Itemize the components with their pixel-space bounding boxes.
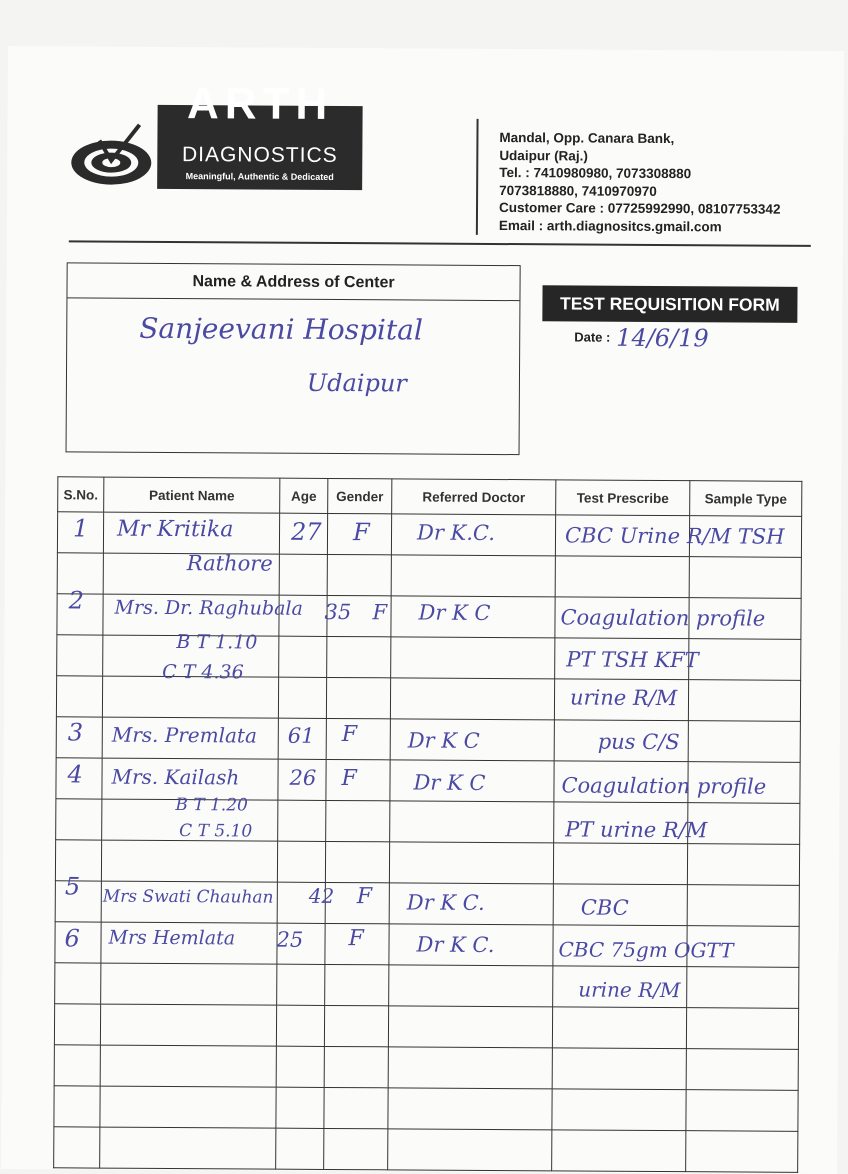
entry-sno: 2	[68, 586, 84, 615]
entry-test: CBC 75gm OGTT	[558, 937, 734, 963]
entry-patient-name-line2: B T 1.10	[176, 631, 258, 654]
table-row	[55, 963, 799, 1009]
contact-line: Udaipur (Raj.)	[499, 147, 588, 164]
entry-patient-name-line3: C T 5.10	[179, 821, 253, 842]
entry-doctor: Dr K C	[418, 600, 491, 625]
brand-name: DIAGNOSTICS	[181, 143, 338, 168]
entry-test: pus C/S	[597, 729, 680, 755]
col-gender: Gender	[328, 478, 392, 513]
contact-line: Tel. : 7410980980, 7073308880	[499, 165, 692, 182]
contact-line: Mandal, Opp. Canara Bank,	[499, 130, 675, 147]
entry-gender: F	[352, 518, 370, 547]
contact-block	[499, 129, 781, 236]
entry-test: Coagulation profile	[560, 605, 766, 631]
entry-test: PT TSH KFT	[566, 647, 699, 673]
entry-test: urine R/M	[578, 977, 681, 1003]
entry-age: 35	[324, 599, 352, 625]
header-rule	[69, 240, 811, 247]
center-heading: Name & Address of Center	[67, 263, 519, 301]
entry-gender: F	[341, 766, 357, 792]
entry-sno: 4	[67, 760, 83, 789]
entry-gender: F	[356, 884, 373, 910]
entry-sno: 1	[72, 514, 89, 543]
entry-doctor: Dr K C.	[406, 890, 485, 915]
entry-sno: 6	[64, 924, 80, 953]
table-row	[54, 1127, 798, 1173]
brand-top: ARTH	[186, 79, 334, 129]
col-referred-doctor: Referred Doctor	[392, 479, 556, 515]
entry-age: 61	[287, 723, 315, 748]
entry-test: PT urine R/M	[565, 817, 708, 843]
contact-line: 7073818880, 7410970970	[499, 182, 657, 199]
table-row	[55, 840, 799, 886]
entry-patient-name-line2: Rathore	[186, 551, 273, 576]
col-test-prescribe: Test Prescribe	[556, 480, 690, 516]
table-row	[54, 1045, 798, 1091]
entry-sno: 5	[64, 872, 81, 901]
table-header-row	[58, 477, 802, 517]
entry-age: 26	[289, 765, 317, 790]
entry-age: 42	[308, 883, 335, 909]
center-box	[66, 262, 521, 455]
entry-patient-name: Mrs. Premlata	[111, 722, 257, 748]
entry-patient-name: Mr Kritika	[116, 516, 234, 543]
entry-gender: F	[348, 926, 364, 952]
entry-age: 27	[290, 517, 322, 546]
form-title: TEST REQUISITION FORM	[542, 285, 797, 323]
col-patient-name: Patient Name	[104, 477, 280, 513]
requisition-form	[1, 46, 844, 1174]
brand-tagline: Meaningful, Authentic & Dedicated	[185, 171, 334, 182]
col-sno: S.No.	[58, 477, 104, 512]
table-row	[54, 1086, 798, 1132]
contact-line: Email : arth.diagnositcs.gmail.com	[498, 217, 722, 234]
date-value: 14/6/19	[616, 323, 709, 353]
header-divider	[476, 119, 479, 235]
entry-test: urine R/M	[569, 685, 678, 711]
entry-doctor: Dr K C	[413, 770, 486, 795]
entry-patient-name: Mrs. Dr. Raghubala	[114, 596, 303, 620]
entry-gender: F	[372, 600, 388, 625]
entry-patient-name: Mrs. Kailash	[111, 764, 240, 790]
entry-doctor: Dr K.C.	[416, 520, 496, 545]
entry-test: CBC	[580, 895, 629, 920]
entry-doctor: Dr K C.	[416, 932, 495, 957]
contact-line: Customer Care : 07725992990, 08107753342	[498, 200, 781, 217]
entry-patient-name-line2: B T 1.20	[175, 795, 248, 816]
target-check-icon	[69, 126, 153, 187]
brand-logo	[157, 79, 363, 190]
entry-gender: F	[341, 722, 358, 748]
center-name: Sanjeevani Hospital	[139, 311, 423, 347]
table-row	[57, 553, 801, 599]
col-age: Age	[280, 478, 328, 513]
entry-doctor: Dr K C	[407, 728, 480, 753]
table-row	[54, 1004, 798, 1050]
entry-patient-name: Mrs Hemlata	[108, 926, 236, 950]
entry-patient-name: Mrs Swati Chauhan	[102, 886, 274, 908]
col-sample-type: Sample Type	[690, 481, 802, 517]
entry-patient-name-line3: C T 4.36	[162, 660, 244, 684]
entry-test: Coagulation profile	[561, 773, 767, 799]
entry-age: 25	[276, 927, 304, 952]
center-city: Udaipur	[306, 368, 407, 398]
entry-sno: 3	[67, 718, 84, 747]
date-label: Date :	[574, 329, 611, 345]
entry-test: CBC Urine R/M TSH	[564, 523, 785, 549]
